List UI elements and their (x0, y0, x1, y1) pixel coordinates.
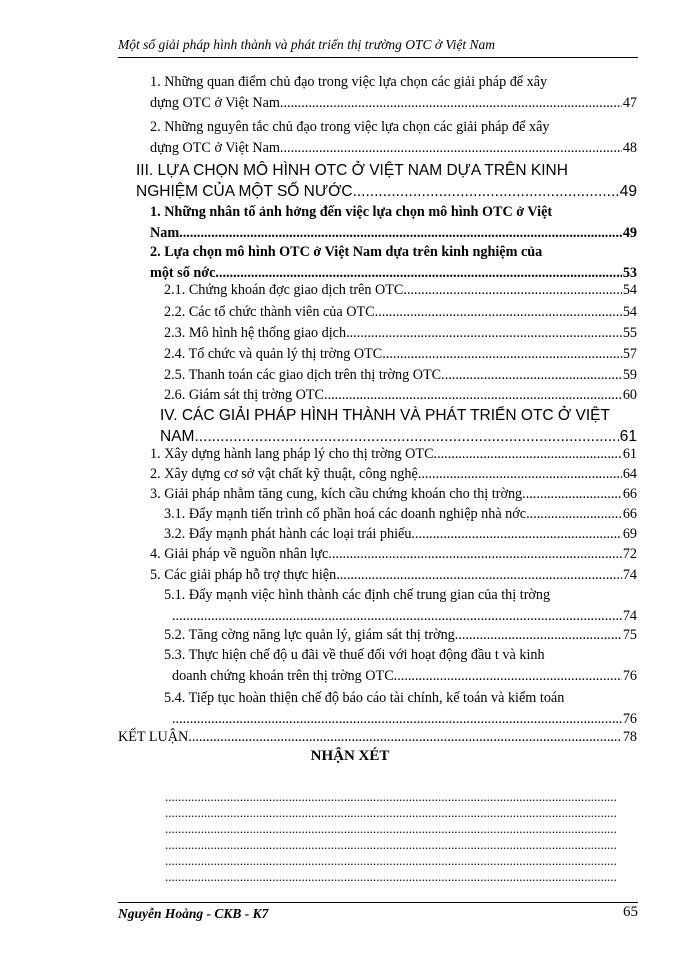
toc-leader-row (150, 464, 637, 485)
footer-rule (118, 902, 638, 903)
toc-entry-text: 3.2. Đẩy mạnh phát hành các loại trái phiếu (164, 526, 412, 542)
toc-leader-row (164, 280, 637, 301)
toc-leader-row (150, 544, 637, 565)
toc-dot-leader (353, 181, 619, 202)
toc-leader-row (150, 565, 637, 586)
toc-page-number: 54 (622, 282, 637, 298)
toc-page-number: 49 (622, 225, 637, 241)
footer-author: Nguyễn Hoàng - CKB - K7 (118, 906, 269, 921)
review-blank-line (165, 822, 617, 836)
review-blank-line (165, 870, 617, 884)
toc-entry-text: 5.3. Thực hiện chế độ u đãi về thuế đối với hoạt động đầu t và kinh (164, 647, 545, 663)
toc-dot-leader (328, 544, 622, 565)
toc-entry-text: 2.5. Thanh toán các giao dịch trên thị trờng OTC (164, 367, 442, 383)
toc-page-number: 49 (619, 183, 637, 200)
toc-dot-leader (283, 93, 621, 114)
toc-entry (164, 625, 637, 646)
review-blank-line (165, 838, 617, 852)
toc-leader-row (172, 606, 637, 627)
toc-leader-row (164, 323, 637, 344)
toc-entry (136, 160, 637, 202)
toc-entry-text: IV. CÁC GIẢI PHÁP HÌNH THÀNH VÀ PHÁT TRIỂN OTC Ở VIỆT (160, 407, 610, 424)
toc-entry (164, 280, 637, 301)
toc-dot-leader (455, 625, 622, 646)
toc-page-number: 66 (622, 486, 637, 502)
toc-leader-row (150, 138, 637, 159)
toc-entry (164, 688, 637, 730)
toc-entry (164, 504, 637, 525)
toc-leader-row (172, 666, 637, 687)
toc-page-number: 57 (622, 346, 637, 362)
toc-page-number: 72 (622, 546, 637, 562)
toc-entry-text: 5.4. Tiếp tục hoàn thiện chế độ báo cáo tài chính, kế toán và kiểm toán (164, 690, 565, 706)
toc-entry (164, 645, 637, 687)
toc-leader-row (118, 727, 637, 748)
toc-leader-row (164, 504, 637, 525)
toc-dot-leader (283, 138, 621, 159)
toc-page-number: 76 (622, 668, 637, 684)
toc-page-number: 59 (622, 367, 637, 383)
toc-page-number: 55 (622, 325, 637, 341)
toc-entry (150, 484, 637, 505)
toc-entry-text: 5.1. Đẩy mạnh việc hình thành các định chế trung gian của thị trờng (164, 587, 551, 603)
toc-page-number: 60 (622, 387, 637, 403)
toc-page-number: 48 (622, 140, 637, 156)
toc-entry-text: Nam (150, 225, 180, 241)
toc-entry (164, 365, 637, 386)
toc-leader-row (150, 223, 637, 244)
toc-entry (150, 117, 637, 159)
toc-entry-text: 1. Những nhân tố ảnh hởng đến việc lựa chọn mô hình OTC ở Việt (150, 204, 553, 220)
toc-page-number: 74 (622, 608, 637, 624)
toc-dot-leader (418, 464, 622, 485)
toc-leader-row (164, 524, 637, 545)
toc-entry-text: 2.2. Các tổ chức thành viên của OTC (164, 304, 375, 320)
toc-entry-text: III. LỰA CHỌN MÔ HÌNH OTC Ở VIỆT NAM DỰA TRÊN KINH (136, 162, 568, 179)
toc-leader-row (164, 625, 637, 646)
toc-entry (160, 405, 637, 447)
toc-dot-leader (434, 444, 622, 465)
toc-entry-text: 2. Những nguyên tắc chủ đạo trong việc lựa chọn các giải pháp để xây (150, 119, 550, 135)
toc-entry-text: dựng OTC ở Việt Nam. (150, 95, 284, 111)
review-section-title: NHẬN XÉT (310, 748, 390, 764)
toc-entry (150, 544, 637, 565)
header-rule (118, 57, 638, 58)
toc-entry (164, 323, 637, 344)
toc-leader-row (150, 444, 637, 465)
toc-leader-row (136, 181, 637, 202)
toc-entry (150, 464, 637, 485)
toc-dot-leader (375, 302, 622, 323)
toc-entry-text: 4. Giải pháp về nguồn nhân lực (150, 546, 329, 562)
toc-dot-leader (403, 280, 621, 301)
toc-entry-text: một số nớc (150, 265, 216, 281)
toc-dot-leader (172, 606, 622, 627)
toc-entry-text: 1. Những quan điểm chủ đạo trong việc lựa chọn các giải pháp để xây (150, 74, 548, 90)
toc-dot-leader (411, 524, 621, 545)
toc-entry-text: dựng OTC ở Việt Nam. (150, 140, 284, 156)
toc-page-number: 64 (622, 466, 637, 482)
toc-entry-text: 2. Xây dựng cơ sở vật chất kỹ thuật, công nghệ (150, 466, 418, 482)
toc-dot-leader (394, 666, 622, 687)
toc-page-number: 66 (622, 506, 637, 522)
toc-entry (150, 444, 637, 465)
toc-dot-leader (324, 385, 622, 406)
toc-entry-text: 2.1. Chứng khoán đợc giao dịch trên OTC (164, 282, 404, 298)
toc-entry-text: 5. Các giải pháp hỗ trợ thực hiện (150, 567, 337, 583)
toc-entry-text: doanh chứng khoán trên thị trờng OTC (172, 668, 394, 684)
toc-entry-text: 2. Lựa chọn mô hình OTC ở Việt Nam dựa trên kinh nghiệm của (150, 244, 543, 260)
toc-entry-text: 2.6. Giám sát thị trờng OTC (164, 387, 325, 403)
footer-page-number: 65 (623, 904, 638, 920)
toc-entry-text: NGHIỆM CỦA MỘT SỐ NƯỚC (136, 183, 353, 200)
toc-entry (164, 524, 637, 545)
toc-dot-leader (346, 323, 622, 344)
toc-dot-leader (522, 484, 622, 505)
toc-page-number: 75 (622, 627, 637, 643)
toc-page-number: 61 (619, 428, 637, 445)
toc-entry (164, 344, 637, 365)
toc-dot-leader (179, 223, 622, 244)
toc-page-number: 54 (622, 304, 637, 320)
toc-page-number: 74 (622, 567, 637, 583)
toc-entry-text: KẾT LUẬN (118, 729, 189, 745)
toc-page-number: 76 (622, 711, 637, 727)
toc-entry (150, 72, 637, 114)
toc-entry-text: 3.1. Đẩy mạnh tiến trình cổ phần hoá các doanh nghiệp nhà nớc (164, 506, 527, 522)
toc-entry (150, 242, 637, 284)
toc-leader-row (150, 484, 637, 505)
toc-leader-row (164, 344, 637, 365)
toc-entry (150, 202, 637, 244)
review-blank-line (165, 806, 617, 820)
toc-entry (118, 727, 637, 748)
toc-entry-text: NAM (160, 428, 195, 445)
toc-entry (164, 585, 637, 627)
toc-entry (150, 565, 637, 586)
toc-leader-row (164, 365, 637, 386)
running-header: Một số giải pháp hình thành và phát triển thị trường OTC ở Việt Nam (118, 37, 496, 52)
toc-page-number: 61 (622, 446, 637, 462)
review-blank-line (165, 790, 617, 804)
toc-leader-row (164, 302, 637, 323)
review-blank-line (165, 854, 617, 868)
toc-leader-row (164, 385, 637, 406)
toc-dot-leader (382, 344, 622, 365)
toc-entry (164, 385, 637, 406)
toc-page-number: 53 (622, 265, 637, 281)
toc-entry-text: 1. Xây dựng hành lang pháp lý cho thị trờng OTC (150, 446, 434, 462)
toc-dot-leader (526, 504, 622, 525)
toc-dot-leader (441, 365, 622, 386)
toc-page-number: 69 (622, 526, 637, 542)
toc-leader-row (150, 93, 637, 114)
toc-page-number: 47 (622, 95, 637, 111)
toc-entry-text: 3. Giải pháp nhằm tăng cung, kích cầu chứng khoán cho thị trờng (150, 486, 523, 502)
toc-entry-text: 2.4. Tổ chức và quản lý thị trờng OTC (164, 346, 383, 362)
toc-page-number: 78 (622, 729, 637, 745)
toc-entry (164, 302, 637, 323)
toc-dot-leader (336, 565, 622, 586)
toc-entry-text: 2.3. Mô hình hệ thống giao dịch (164, 325, 347, 341)
toc-entry-text: 5.2. Tăng cờng năng lực quản lý, giám sát thị trờng (164, 627, 455, 643)
toc-dot-leader (188, 727, 622, 748)
